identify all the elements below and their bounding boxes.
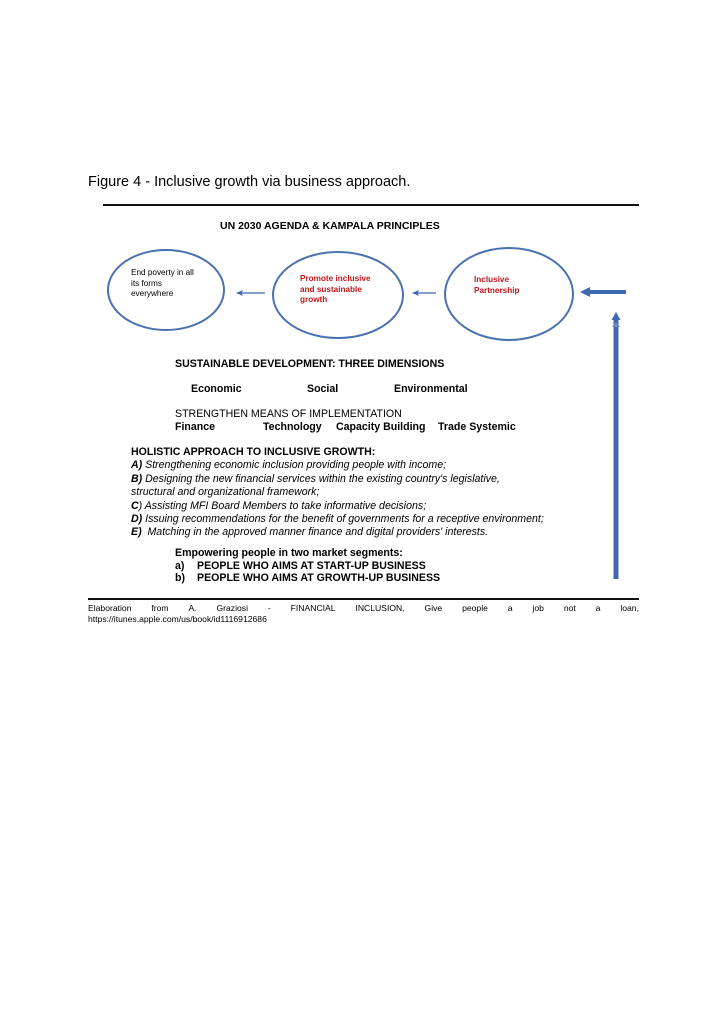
- dimension-environmental: Environmental: [394, 383, 468, 395]
- node-line: its forms: [131, 278, 162, 288]
- node-line: End poverty in all: [131, 268, 194, 277]
- source-word: Elaboration: [88, 603, 132, 613]
- source-word: A.: [188, 603, 197, 613]
- node-end-poverty: [131, 268, 194, 300]
- source-url[interactable]: https://itunes.apple.com/us/book/id1116912686: [88, 613, 267, 624]
- item-text: structural and organizational framework;: [131, 486, 320, 499]
- node-line: and sustainable: [300, 284, 362, 294]
- holistic-item: [131, 473, 544, 486]
- holistic-item-continuation: [131, 486, 544, 499]
- empowering-title: Empowering people in two market segments:: [175, 547, 403, 559]
- item-text: Designing the new financial services within the existing country's legislative,: [142, 472, 500, 485]
- item-label: E): [131, 526, 142, 539]
- node-promote-growth: [300, 274, 371, 306]
- item-text: ) Assisting MFI Board Members to take informative decisions;: [138, 499, 427, 512]
- holistic-item: [131, 459, 544, 472]
- implementation-finance: Finance: [175, 421, 216, 433]
- item-label: B): [131, 472, 143, 485]
- figure-caption: Figure 4 - Inclusive growth via business approach.: [88, 174, 411, 190]
- source-word: not: [563, 603, 576, 613]
- node-line: Inclusive: [474, 275, 510, 284]
- implementation-capacity-building: Capacity Building: [336, 421, 426, 433]
- source-word: INCLUSION,: [355, 603, 405, 613]
- source-note: [88, 603, 639, 624]
- implementation-trade-systemic: Trade Systemic: [438, 421, 516, 433]
- source-word: a: [595, 603, 601, 613]
- item-label: a): [175, 559, 185, 572]
- dimension-social: Social: [307, 383, 339, 395]
- source-word: -: [267, 603, 271, 613]
- node-inclusive-partnership: [474, 275, 520, 296]
- item-text: Matching in the approved manner finance and digital providers' interests.: [141, 526, 489, 539]
- source-word: people: [462, 603, 488, 613]
- feedback-arrow-horizontal-icon: [580, 287, 626, 297]
- source-word: a: [507, 603, 513, 613]
- source-word: Graziosi: [216, 603, 248, 613]
- item-label: D): [131, 513, 143, 526]
- item-text: Issuing recommendations for the benefit of governments for a receptive environment;: [142, 513, 544, 526]
- sustainable-development-title: SUSTAINABLE DEVELOPMENT: THREE DIMENSIONS: [175, 358, 445, 370]
- dimension-economic: Economic: [191, 383, 242, 395]
- item-label: A): [131, 459, 143, 472]
- item-text: Strengthening economic inclusion providing people with income;: [142, 459, 447, 472]
- arrow-left-icon-1: [236, 290, 265, 296]
- source-word: loan,: [620, 603, 639, 613]
- empowering-item: [175, 572, 440, 585]
- empowering-section: [175, 547, 440, 585]
- implementation-title: STRENGTHEN MEANS OF IMPLEMENTATION: [175, 408, 402, 420]
- node-line: Partnership: [474, 285, 520, 295]
- holistic-item: [131, 500, 544, 513]
- holistic-approach: [131, 446, 544, 540]
- item-label: b): [175, 572, 185, 585]
- arrow-left-icon-2: [412, 290, 436, 296]
- source-word: FINANCIAL: [290, 603, 336, 613]
- empowering-item: [175, 560, 440, 573]
- node-line: growth: [300, 295, 328, 304]
- item-label: C: [131, 499, 139, 512]
- source-word: job: [532, 603, 544, 613]
- implementation-technology: Technology: [263, 421, 322, 433]
- source-word: from: [151, 603, 169, 613]
- source-word: Give: [424, 603, 443, 613]
- holistic-title: HOLISTIC APPROACH TO INCLUSIVE GROWTH:: [131, 446, 376, 458]
- holistic-item: [131, 526, 544, 539]
- feedback-arrow-vertical-icon: [612, 312, 621, 579]
- bottom-rule: [88, 598, 639, 600]
- diagram-header: UN 2030 AGENDA & KAMPALA PRINCIPLES: [220, 220, 440, 232]
- holistic-item: [131, 513, 544, 526]
- item-text: PEOPLE WHO AIMS AT START-UP BUSINESS: [197, 559, 426, 572]
- source-line-1: [88, 603, 639, 614]
- node-line: Promote inclusive: [300, 274, 371, 283]
- node-line: everywhere: [131, 289, 174, 298]
- item-text: PEOPLE WHO AIMS AT GROWTH-UP BUSINESS: [197, 572, 441, 585]
